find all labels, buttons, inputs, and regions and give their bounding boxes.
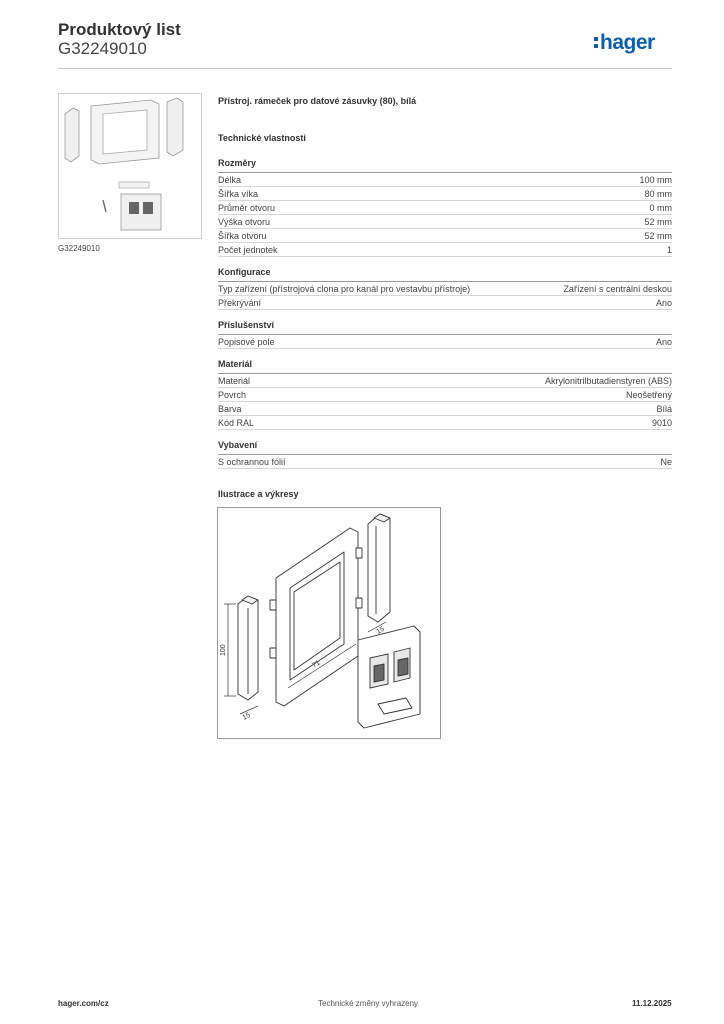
spec-row [218,374,672,388]
page-title: Produktový list [58,20,181,39]
spec-value: 100 mm [639,175,672,185]
spec-section [218,439,672,469]
footer-date: 11.12.2025 [632,999,672,1008]
footer-website-link[interactable]: hager.com/cz [58,999,109,1008]
spec-label: Délka [218,175,242,185]
spec-row [218,402,672,416]
spec-sections [218,157,672,469]
footer-disclaimer: Technické změny vyhrazeny [318,999,419,1008]
spec-section [218,358,672,430]
spec-label: Výška otvoru [218,217,271,227]
dim-depth-right: 15 [375,625,386,636]
spec-row [218,187,672,201]
spec-row [218,243,672,257]
section-heading: Příslušenství [218,319,672,335]
spec-value: 1 [666,245,672,255]
spec-value: 52 mm [644,231,672,241]
spec-label: Typ zařízení (přístrojová clona pro kanál pro vestavbu přístroje) [218,284,471,294]
spec-value: 9010 [651,418,672,428]
spec-row [218,455,672,469]
technical-drawing [217,507,441,739]
spec-row [218,282,672,296]
spec-value: Ano [655,298,672,308]
spec-label: Počet jednotek [218,245,278,255]
spec-label: Překrývání [218,298,262,308]
tech-properties-title: Technické vlastnosti [218,133,306,143]
spec-section [218,266,672,310]
section-heading: Rozměry [218,157,672,173]
spec-value: Zařízení s centrální deskou [563,284,672,294]
logo-text: hager [600,31,655,54]
spec-value: Bílá [656,404,672,414]
spec-section [218,157,672,257]
header-divider [58,68,672,69]
section-heading: Konfigurace [218,266,672,282]
spec-value: 0 mm [649,203,672,213]
spec-row [218,296,672,310]
spec-label: Šířka otvoru [218,231,267,241]
product-code: G32249010 [58,39,147,58]
spec-value: 52 mm [644,217,672,227]
spec-value: Ne [660,457,672,467]
hager-logo [594,28,674,56]
spec-label: Popisové pole [218,337,275,347]
spec-label: Materiál [218,376,251,386]
product-details [218,96,672,478]
spec-label: S ochrannou fólií [218,457,286,467]
product-photo [58,93,202,239]
spec-row [218,229,672,243]
section-heading: Materiál [218,358,672,374]
photo-caption: G32249010 [58,244,100,253]
dim-depth-left: 15 [241,711,252,722]
spec-row [218,416,672,430]
spec-value: 80 mm [644,189,672,199]
spec-value: Ano [655,337,672,347]
product-description: Přístroj. rámeček pro datové zásuvky (80), bílá [218,96,417,106]
spec-label: Šířka víka [218,189,259,199]
dim-height: 100 [220,644,227,656]
dim-width: 71 [311,659,322,670]
spec-row [218,215,672,229]
spec-value: Neošetřený [625,390,672,400]
spec-row [218,173,672,187]
illustrations-title: Ilustrace a výkresy [218,489,299,499]
spec-label: Povrch [218,390,247,400]
spec-value: Akrylonitrilbutadienstyren (ABS) [544,376,672,386]
section-heading: Vybavení [218,439,672,455]
spec-section [218,319,672,349]
spec-label: Barva [218,404,242,414]
spec-row [218,388,672,402]
spec-label: Průměr otvoru [218,203,276,213]
spec-label: Kód RAL [218,418,255,428]
spec-row [218,201,672,215]
spec-row [218,335,672,349]
